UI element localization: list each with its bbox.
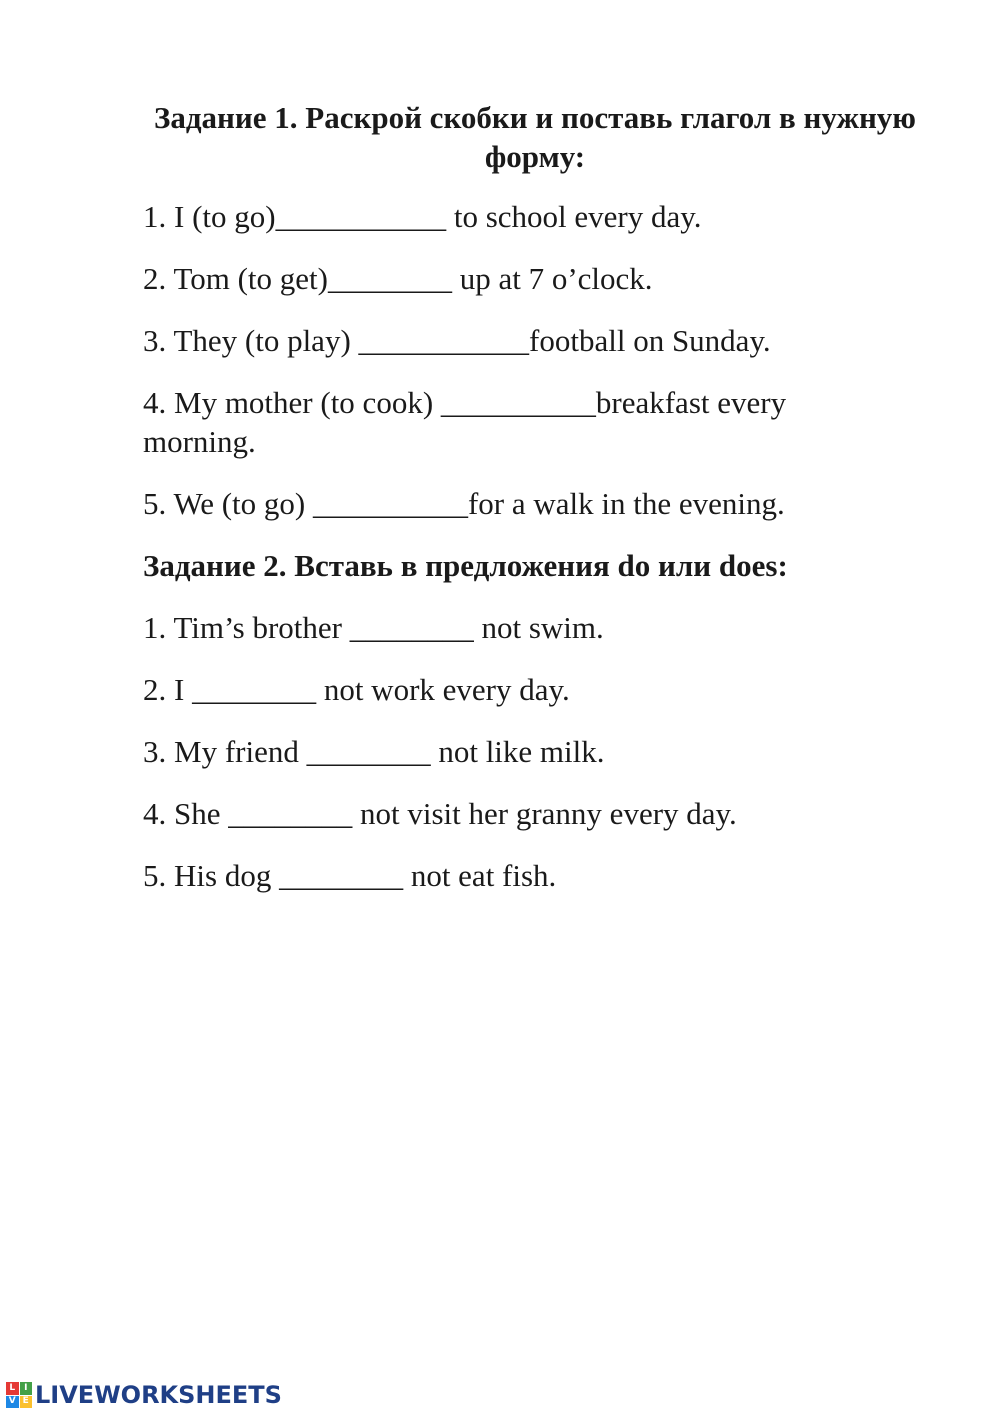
task1-item-5: 5. We (to go) __________for a walk in the evening. xyxy=(143,486,785,521)
liveworksheets-logo-icon: L I V E xyxy=(6,1382,32,1408)
footer-brand xyxy=(6,1380,282,1410)
brand-name: LIVEWORKSHEETS xyxy=(35,1381,282,1409)
task1-item-1: 1. I (to go)___________ to school every day. xyxy=(143,199,702,234)
task2-title: Задание 2. Вставь в предложения do или does: xyxy=(143,548,788,583)
task2-item-2: 2. I ________ not work every day. xyxy=(143,672,570,707)
task2-item-5: 5. His dog ________ not eat fish. xyxy=(143,858,557,893)
task2-item-1: 1. Tim’s brother ________ not swim. xyxy=(143,610,604,645)
task2-item-3: 3. My friend ________ not like milk. xyxy=(143,734,605,769)
task1-title: Задание 1. Раскрой скобки и поставь глагол в нужную форму: xyxy=(154,100,916,174)
task1-item-3: 3. They (to play) ___________football on Sunday. xyxy=(143,323,771,358)
task1-item-2: 2. Tom (to get)________ up at 7 o’clock. xyxy=(143,261,653,296)
task2-item-4: 4. She ________ not visit her granny every day. xyxy=(143,796,737,831)
task1-item-4: 4. My mother (to cook) __________breakfast every morning. xyxy=(143,385,794,459)
